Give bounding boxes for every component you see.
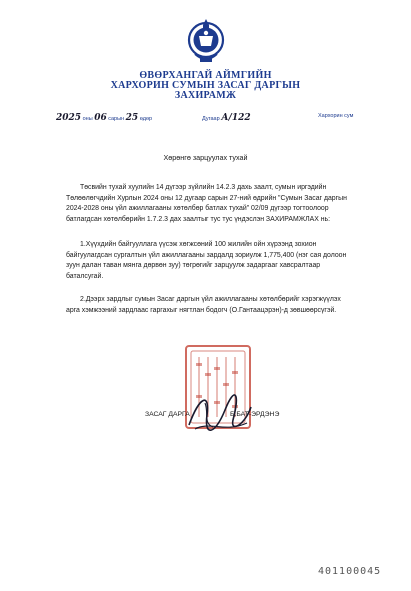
org-line-2: ХАРХОРИН СУМЫН ЗАСАГ ДАРГЫН <box>110 80 301 91</box>
number-field <box>202 113 251 123</box>
number-label: Дугаар <box>202 116 220 122</box>
date-month: 06 <box>94 113 107 123</box>
paragraph-order-1: 1.Хүүхдийн байгууллага үүсэж хөгжсөний 100 жилийн ойн хүрээнд зохион байгуулагдсан сургалтын үйл ажиллагааны зардалд зориулж 1,775,400 (нэг сая долоон зуун далан таван мянга дөрвөн зуу) төгрөгийг зарцуулж задаргааг хавсралтаар баталсугай. <box>66 241 347 280</box>
place-label: Хархорин сум <box>318 113 354 119</box>
paragraph-order-2: 2.Дээрх зардлыг сумын Засаг даргын үйл ажиллагааны хөтөлбөрийг хэрэгжүүлэх арга хэмжээний зардлаас гаргахыг нягтлан бодогч (О.Гантаацэрэн)-д зөвшөөрсүгэй. <box>66 296 341 314</box>
date-day: 25 <box>125 113 139 123</box>
document-subject: Хөрөнгө зарцуулах тухай <box>163 153 248 162</box>
serial-number: 401100045 <box>318 566 382 577</box>
document-type: ЗАХИРАМЖ <box>174 90 237 101</box>
date-field <box>56 113 152 123</box>
signatory-name: Б.БАТ-ЭРДЭНЭ <box>230 411 280 418</box>
signatory-title: ЗАСАГ ДАРГА <box>145 411 190 418</box>
state-emblem-icon <box>186 14 226 66</box>
org-line-1: ӨВӨРХАНГАЙ АЙМГИЙН <box>139 70 272 81</box>
date-year: 2025 <box>56 113 82 123</box>
date-year-suffix: оны <box>82 116 93 122</box>
document-number: А/122 <box>221 113 251 123</box>
paragraph-preamble: Төсвийн тухай хуулийн 14 дүгээр зүйлийн 14.2.3 дахь заалт, сумын иргэдийн Төлөөлөгчдийн Хурлын 2024 оны 12 дугаар сарын 27-ний өдрийн "Сумын Засаг даргын 2024-2028 оны үйл ажиллагааны хөтөлбөр батлах тухай" 02/09 дүгээр тогтоолоор батлагдсан хөтөлбөрийн 1.7.2.3 дах заалтыг тус тус үндэслэн ЗАХИРАМЖЛАХ нь: <box>66 184 347 223</box>
date-month-suffix: сарын <box>108 116 125 122</box>
date-day-suffix: өдөр <box>139 116 153 122</box>
